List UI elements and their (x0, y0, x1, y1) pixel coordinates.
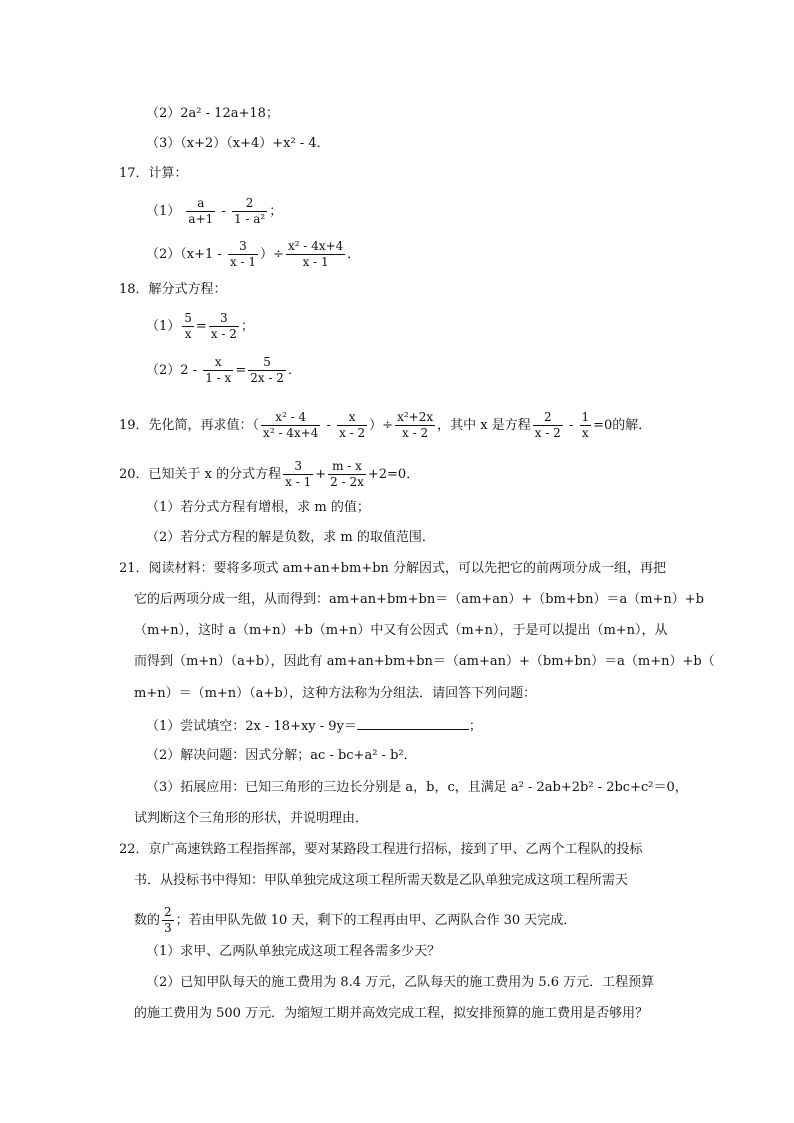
q22-line2: 书．从投标书中得知：甲队单独完成这项工程所需天数是乙队单独完成这项工程所需天 (134, 873, 629, 888)
q21-line2: 它的后两项分成一组，从而得到：am+an+bm+bn＝（am+an）+（bm+bn）＝a（m+n）+b (134, 592, 705, 607)
denominator: 2x - 2 (250, 371, 284, 385)
numerator: 1 (581, 410, 590, 424)
q22-part2-line2: 的施工费用为 500 万元．为缩短工期并高效完成工程，拟安排预算的施工费用是否够用？ (134, 1006, 649, 1021)
q18-part2-label: （2） (146, 363, 181, 378)
fraction (162, 905, 174, 936)
numerator: x² - 4x+4 (287, 239, 344, 253)
denominator: x² - 4x+4 (263, 426, 319, 440)
q18-part1 (146, 311, 254, 342)
q21-part2: （2）解决问题：因式分解；ac - bc+a² - b²． (146, 748, 417, 763)
q16-part3-text: （x+2）（x+4）+x² - 4． (180, 136, 330, 151)
q20 (119, 459, 419, 490)
numerator: 3 (283, 459, 313, 475)
question-text: +2=0． (367, 467, 420, 482)
question-text: ，其中 x 是方程 (437, 418, 531, 433)
q20-part2: （2）若分式方程的解是负数，求 m 的取值范围． (146, 530, 435, 545)
q17-part1-label: （1） (146, 204, 181, 219)
fraction (283, 459, 313, 490)
numerator: x²+2x (397, 410, 434, 424)
q16-part2 (146, 104, 279, 124)
q17-part1 (146, 196, 282, 227)
q21-part3-line2: 试判断这个三角形的形状，并说明理由． (134, 811, 369, 826)
q21-part3-line1: （3）拓展应用：已知三角形的三边长分别是 a，b，c，且满足 a² - 2ab+2b² - 2bc+c²＝0， (146, 780, 688, 795)
question-text: =0的解． (593, 418, 652, 433)
question-text: 19．先化简，再求值：（ (119, 418, 260, 433)
operator: - (322, 418, 336, 433)
operator: + (315, 467, 327, 482)
operator: = (195, 319, 207, 334)
q17-title: 17．计算： (119, 166, 188, 181)
denominator: x - 1 (285, 475, 312, 489)
q21-line3: （m+n），这时 a（m+n）+b（m+n）中又有公因式（m+n），于是可以提出（m+n），从 (134, 623, 668, 638)
q17-part2-label: （2） (146, 247, 181, 262)
numerator: 3 (209, 311, 239, 327)
numerator: a (186, 196, 215, 212)
question-text: 数的 (134, 913, 161, 928)
denominator: x (184, 327, 192, 341)
denominator: 1 - x (205, 371, 232, 385)
fraction (203, 355, 233, 386)
denominator: a+1 (188, 212, 214, 226)
denominator: 2 - 2x (330, 475, 364, 489)
denominator: 3 (164, 921, 172, 935)
fraction (228, 239, 258, 270)
punctuation: ； (269, 204, 283, 219)
q19 (119, 410, 651, 441)
denominator: x - 2 (339, 426, 366, 440)
q18-part2 (146, 355, 301, 386)
fraction (232, 196, 267, 227)
denominator: x - 2 (534, 426, 561, 440)
numerator: 2 (533, 410, 563, 426)
q21-line5: m+n）＝（m+n）（a+b），这种方法称为分组法．请回答下列问题： (134, 686, 537, 701)
question-text: （1）尝试填空：2x - 18+xy - 9y＝ (146, 719, 357, 734)
numerator: x (337, 410, 367, 426)
q16-part2-text: 2a² - 12a+18； (180, 106, 279, 121)
numerator: 3 (228, 239, 258, 255)
question-text: 20．已知关于 x 的分式方程 (119, 467, 282, 482)
denominator: x (581, 426, 589, 440)
q16-part2-label: （2） (146, 106, 181, 121)
q18-part1-label: （1） (146, 319, 181, 334)
numerator: 5 (248, 355, 286, 371)
expression-text: 2 - (180, 363, 202, 378)
expression-text: ）÷ (369, 418, 394, 433)
fraction (209, 311, 239, 342)
numerator: m - x (328, 459, 366, 475)
expression-text: （x+1 - (180, 247, 226, 262)
q21-line1: 21．阅读材料：要将多项式 am+an+bm+bn 分解因式，可以先把它的前两项分成一组，再把 (119, 561, 667, 576)
punctuation: ； (240, 319, 254, 334)
punctuation: ． (347, 247, 361, 262)
fraction (533, 410, 563, 441)
denominator: x - 1 (229, 255, 257, 269)
punctuation: ； (468, 719, 482, 734)
fraction (261, 410, 320, 441)
fraction (337, 410, 367, 441)
fraction (248, 355, 286, 386)
q20-part1: （1）若分式方程有增根，求 m 的值； (146, 500, 370, 515)
q18-title: 18．解分式方程： (119, 282, 227, 297)
fraction (286, 239, 345, 270)
fraction (580, 410, 592, 441)
numerator: 5 (184, 311, 192, 325)
numerator: 2 (232, 196, 267, 212)
denominator: 1 - a² (233, 212, 266, 226)
numerator: x (203, 355, 233, 371)
q22-part1: （1）求甲、乙两队单独完成这项工程各需多少天？ (146, 944, 441, 959)
fraction (182, 311, 194, 342)
q16-part3-label: （3） (146, 136, 181, 151)
numerator: x² - 4 (261, 410, 320, 426)
q16-part3 (146, 134, 330, 154)
denominator: x - 2 (402, 426, 429, 440)
numerator: 2 (164, 905, 172, 919)
q22-line1: 22．京广高速铁路工程指挥部，要对某路段工程进行招标，接到了甲、乙两个工程队的投标 (119, 842, 643, 857)
q17-part2 (146, 239, 360, 270)
fraction (186, 196, 215, 227)
q22-line3 (134, 905, 576, 936)
denominator: x - 1 (302, 255, 329, 269)
fraction (395, 410, 435, 441)
operator: = (235, 363, 247, 378)
question-text: ；若由甲队先做 10 天，剩下的工程再由甲、乙两队合作 30 天完成． (175, 913, 577, 928)
fraction (328, 459, 366, 490)
answer-blank[interactable] (357, 715, 469, 730)
operator: - (564, 418, 578, 433)
q21-line4: 而得到（m+n）（a+b），因此有 am+an+bm+bn＝（am+an）+（bm+bn）＝a（m+n）+b（ (134, 654, 715, 669)
q21-part1 (146, 715, 482, 737)
operator: - (217, 204, 230, 219)
punctuation: ． (287, 363, 301, 378)
denominator: x - 2 (210, 327, 237, 341)
expression-text: ）÷ (260, 247, 284, 262)
q22-part2-line1: （2）已知甲队每天的施工费用为 8.4 万元，乙队每天的施工费用为 5.6 万元．工程预算 (146, 975, 655, 990)
